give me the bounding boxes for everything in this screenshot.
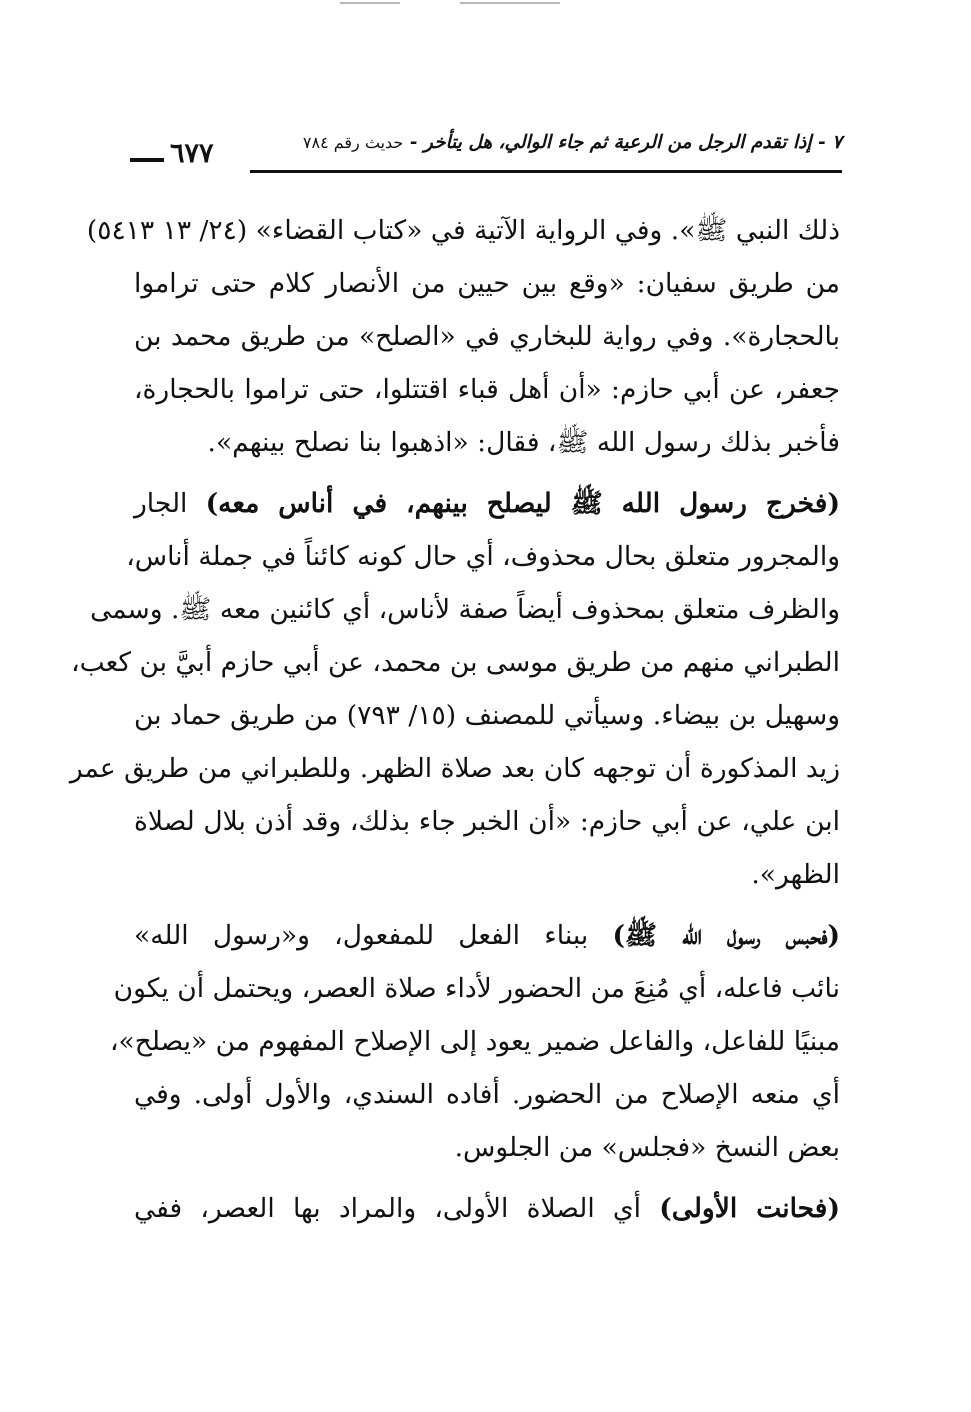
text-line: وسهيل بن بيضاء. وسيأتي للمصنف (١٥/ ٧٩٣) من طريق حماد بن — [134, 700, 841, 731]
running-header — [130, 132, 842, 178]
text-line: ذلك النبي ﷺ». وفي الرواية الآتية في «كتاب القضاء» (٢٤/ ١٣ ٥٤١٣) — [86, 215, 840, 246]
page-number: ٦٧٧ — [170, 138, 214, 169]
text-line: الظهر». — [751, 859, 840, 890]
text-line: بعض النسخ «فجلس» من الجلوس. — [454, 1132, 840, 1163]
header-dash — [130, 158, 164, 162]
text-line: والظرف متعلق بمحذوف أيضاً صفة لأناس، أي كائنين معه ﷺ. وسمى — [90, 594, 840, 625]
text-line — [134, 477, 840, 530]
top-crop-marks — [330, 0, 570, 6]
text-line: بالحجارة». وفي رواية للبخاري في «الصلح» من طريق محمد بن — [134, 321, 840, 352]
chapter-title: ٧ - إذا تقدم الرجل من الرعية ثم جاء الوالي، هل يتأخر - — [409, 132, 842, 153]
paragraph-2 — [69, 477, 841, 901]
paragraph-1 — [86, 204, 840, 469]
text-line: زيد المذكورة أن توجهه كان بعد صلاة الظهر. وللطبراني من طريق عمر — [69, 753, 840, 784]
commentary-text: الجار — [134, 488, 188, 519]
text-line: والمجرور متعلق بحال محذوف، أي حال كونه كائناً في جملة أناس، — [126, 541, 840, 572]
lemma: (فحبس رسول الله ﷺ) — [612, 920, 840, 951]
text-line: ابن علي، عن أبي حازم: «أن الخبر جاء بذلك، وقد أذن بلال لصلاة — [134, 806, 840, 837]
text-line: مبنيًا للفاعل، والفاعل ضمير يعود إلى الإصلاح المفهوم من «يصلح»، — [110, 1026, 840, 1057]
text-line: نائب فاعله، أي مُنِعَ من الحضور لأداء صلاة العصر، ويحتمل أن يكون — [113, 973, 840, 1004]
hadith-number: حديث رقم ٧٨٤ — [302, 133, 404, 152]
text-line: أي منعه الإصلاح من الحضور. أفاده السندي، والأول أولى. وفي — [134, 1079, 840, 1110]
text-line: جعفر، عن أبي حازم: «أن أهل قباء اقتتلوا، حتى تراموا بالحجارة، — [134, 374, 840, 405]
commentary-text: أي الصلاة الأولى، والمراد بها العصر، ففي — [134, 1193, 641, 1224]
text-line: من طريق سفيان: «وقع بين حيين من الأنصار كلام حتى تراموا — [134, 268, 840, 299]
paragraph-3 — [110, 909, 840, 1174]
lemma: (فحانت الأولى) — [659, 1193, 840, 1224]
text-line — [134, 1182, 840, 1235]
header-rule — [250, 170, 842, 173]
commentary-text: ببناء الفعل للمفعول، و«رسول الله» — [134, 920, 589, 951]
chapter-heading — [242, 132, 842, 153]
text-line: الطبراني منهم من طريق موسى بن محمد، عن أبي حازم أبيَّ بن كعب، — [71, 647, 840, 678]
page-body — [69, 204, 841, 1235]
paragraph-4 — [134, 1182, 840, 1235]
text-line: فأخبر بذلك رسول الله ﷺ، فقال: «اذهبوا بنا نصلح بينهم». — [207, 427, 840, 458]
text-line — [134, 909, 840, 962]
lemma: (فخرج رسول الله ﷺ ليصلح بينهم، في أناس معه) — [205, 488, 840, 519]
